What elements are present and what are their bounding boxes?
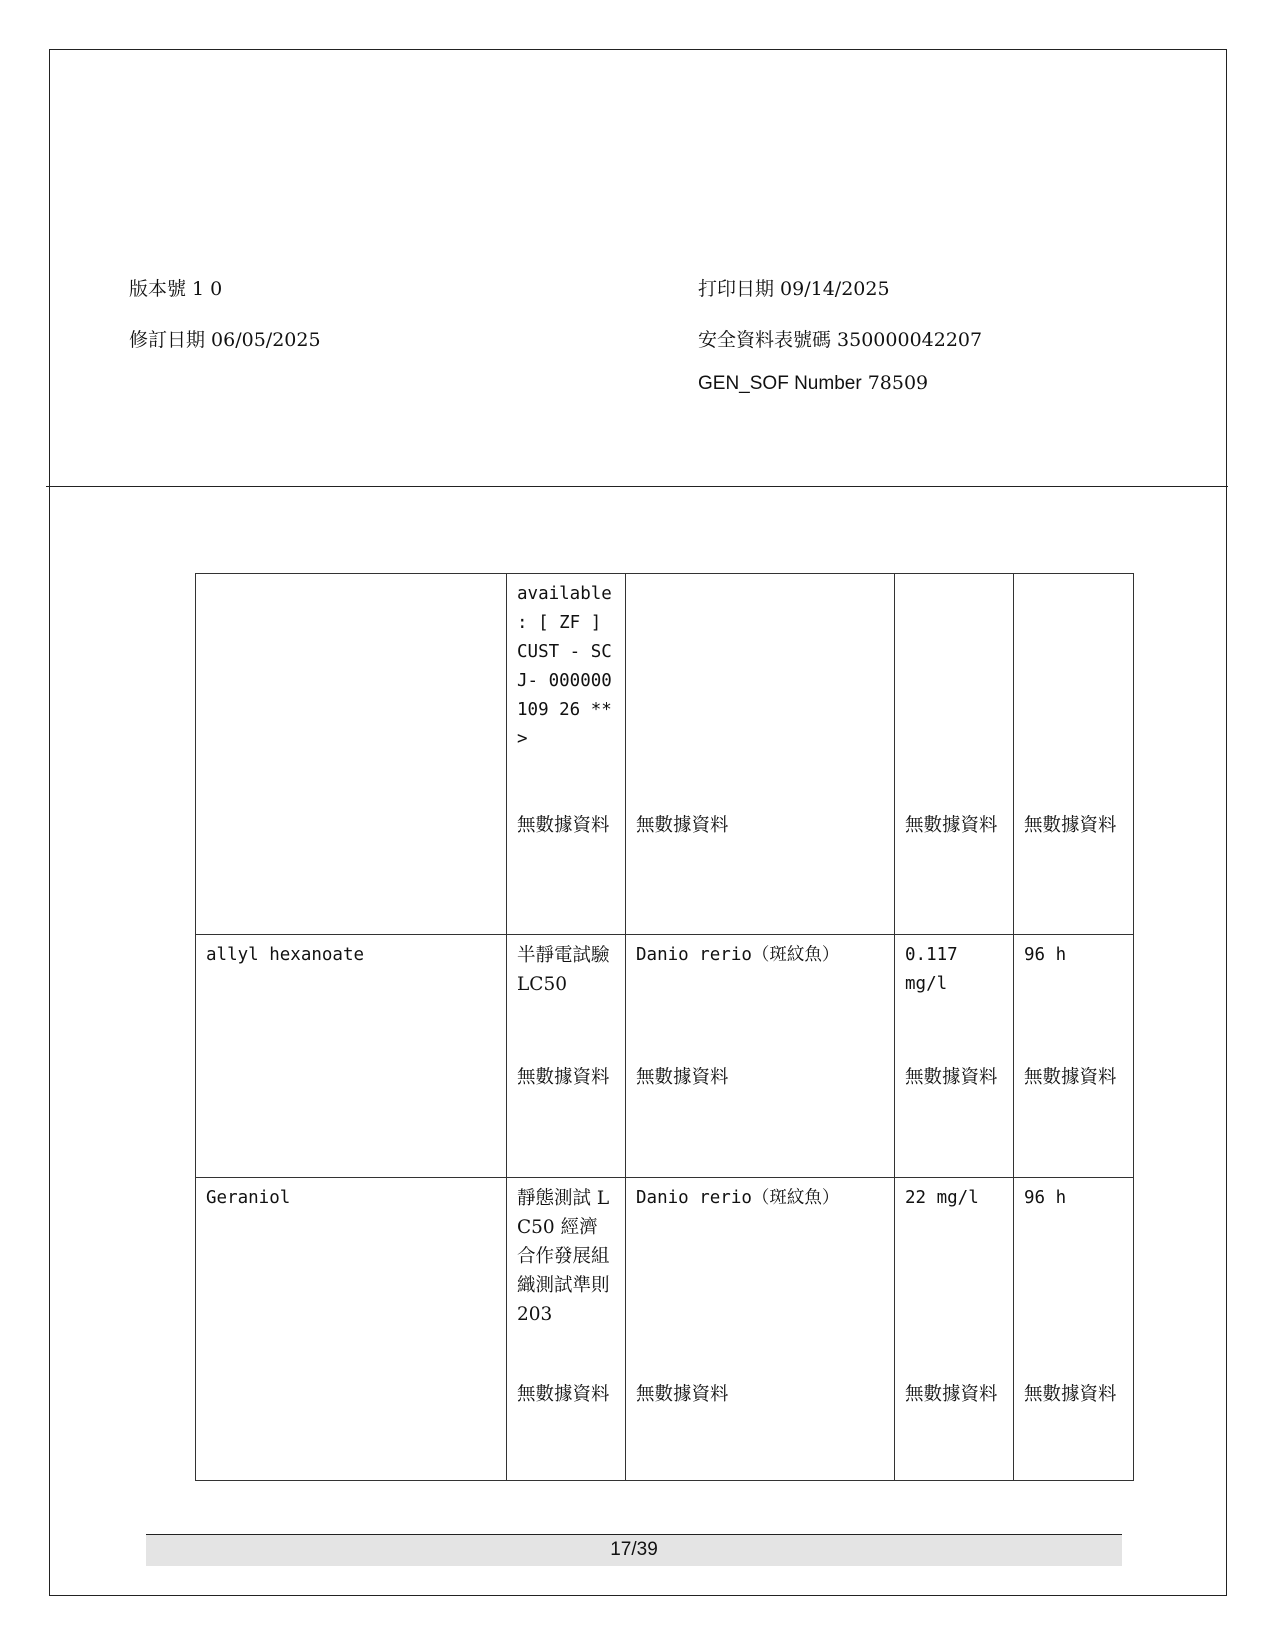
sds-number-label: 安全資料表號碼 350000042207: [698, 329, 983, 351]
gen-sof-label: GEN_SOF Number: [698, 373, 862, 394]
value-text: 0.117 mg/l: [905, 945, 958, 994]
duration-text: 96 h: [1024, 945, 1067, 965]
duration-no-data: 無數據資料: [1024, 1067, 1117, 1088]
method-no-data: 無數據資料: [517, 815, 610, 836]
version-label: 版本號 1 0: [129, 278, 223, 300]
method-text: 半靜電試驗 LC50: [517, 945, 610, 995]
method-cell: [507, 1178, 626, 1481]
method-cell: [507, 935, 626, 1178]
value-no-data: 無數據資料: [905, 1067, 998, 1088]
header-divider: [46, 486, 1228, 487]
substance-name: [196, 574, 506, 580]
species-text: Danio rerio（斑紋魚）: [636, 1188, 840, 1208]
species-no-data: 無數據資料: [636, 1067, 729, 1088]
species-no-data: 無數據資料: [636, 815, 729, 836]
method-cell: [507, 574, 626, 935]
species-no-data: 無數據資料: [636, 1384, 729, 1405]
method-text: available : [ ZF ] CUST - SCJ- 000000109 26 **>: [517, 584, 612, 749]
method-no-data: 無數據資料: [517, 1384, 610, 1405]
value-cell: [895, 574, 1014, 935]
method-text: 靜態測試 LC50 經濟合作發展組織測試準則203: [517, 1188, 610, 1325]
duration-no-data: 無數據資料: [1024, 815, 1117, 836]
substance-name: allyl hexanoate: [206, 945, 365, 965]
value-text: 22 mg/l: [905, 1188, 979, 1208]
print-date-label: 打印日期 09/14/2025: [698, 278, 890, 300]
duration-cell: [1014, 574, 1134, 935]
species-text: Danio rerio（斑紋魚）: [636, 945, 840, 965]
duration-text: 96 h: [1024, 1188, 1067, 1208]
substance-cell: [196, 935, 507, 1178]
substance-cell: [196, 1178, 507, 1481]
species-cell: [626, 1178, 895, 1481]
species-text: [636, 580, 884, 811]
species-cell: [626, 574, 895, 935]
method-no-data: 無數據資料: [517, 1067, 610, 1088]
value-text: [905, 580, 1003, 811]
page-number: 17/39: [610, 1539, 658, 1560]
value-cell: [895, 935, 1014, 1178]
duration-text: [1024, 580, 1123, 811]
species-cell: [626, 935, 895, 1178]
value-cell: [895, 1178, 1014, 1481]
ecotoxicity-table: [195, 573, 1134, 1481]
revision-date-label: 修訂日期 06/05/2025: [129, 329, 321, 351]
table-row: [196, 1178, 1134, 1481]
substance-name: Geraniol: [206, 1188, 291, 1208]
duration-cell: [1014, 935, 1134, 1178]
substance-cell: [196, 574, 507, 935]
page-number-footer: [146, 1534, 1122, 1566]
table-row: [196, 574, 1134, 935]
duration-no-data: 無數據資料: [1024, 1384, 1117, 1405]
value-no-data: 無數據資料: [905, 815, 998, 836]
gen-sof-line: [698, 374, 928, 393]
duration-cell: [1014, 1178, 1134, 1481]
table-row: [196, 935, 1134, 1178]
value-no-data: 無數據資料: [905, 1384, 998, 1405]
gen-sof-value: 78509: [867, 372, 929, 394]
